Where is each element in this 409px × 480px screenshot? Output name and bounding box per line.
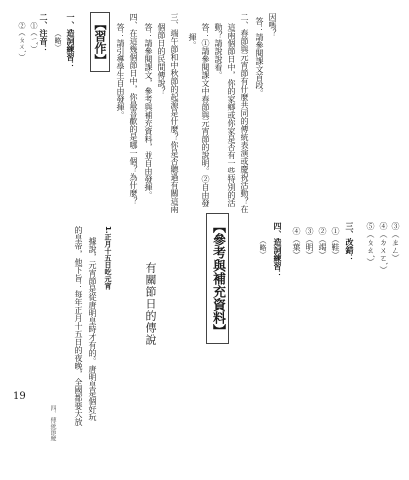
phonetic-answer-3: ③（ㄓㄥ） [391,222,400,262]
body-line-1: 據說，元宵節是從唐明皇時才有的。唐明皇是個好玩 [88,237,97,421]
practice-item-1-note: （略） [54,30,62,51]
question-2-line-2: 這兩個節日中，你的家鄉或你家是否有一些特別的活 [227,23,236,207]
practice-heading: 【習作】 [90,12,110,72]
question-4: 四、在這幾個節日中，你最喜歡的是哪一個？為什麼？ [129,13,138,205]
answer-4: 答：請引導學生自由發揮。 [116,23,125,119]
answer-1: 答：請參閱課文首段。 [255,17,264,97]
practice-item-1: 一、造詞練習： [66,13,76,69]
phonetic-answer-4: ④（ㄉㄨㄛˋ） [379,222,388,274]
correction-3: ③（明） [305,227,314,259]
practice-item-2: 二、注音： [39,13,49,53]
reference-title: 有關節日的傳說 [144,262,157,346]
question-1-ending: 因嗎？ [268,13,277,37]
subsection-1-title: 1.正月十五日吃元宵 [104,226,112,290]
phonetic-answer-1: ①（ㄧˇ） [30,22,38,53]
section-footer: 四、傳統節慶 [49,405,56,441]
body-line-2: 的皇帝，他下旨：每年正月十五日的夜晚，全國都要大放 [74,226,83,426]
correction-1: ①（鞋） [331,227,340,259]
question-2-line-3: 動？請說說看。 [214,23,223,79]
sentence-practice-note: （略） [259,237,267,258]
page-number: 19 [13,391,26,402]
answer-2-line-2: 揮。 [188,33,197,49]
correction-2: ②（竭） [318,227,327,259]
phonetic-answer-2: ②（ㄆㄨˋ） [18,22,26,61]
question-3-line-2: 個節日的民間傳說？ [157,23,166,95]
answer-3: 答：請參閱課文，參考與補充資料，並自由發揮。 [144,23,153,199]
correction-4: ④（葉） [292,227,301,259]
phonetic-answer-5: ⑤（ㄆㄠˊ） [366,222,375,266]
question-3-line-1: 三、端午節和中秋節的起源是什麼？你是否聽過有關這兩 [170,13,179,213]
question-2-line-1: 二、春節與元宵節有什麼共同的傳統表演或慶祝活動？在 [240,13,249,213]
answer-2-line-1: 答：①請參閱課文中春節與元宵節的說明。②自由發 [201,23,210,207]
sentence-practice-heading: 四、造詞練習： [273,222,283,278]
reference-heading: 【參考與補充資料】 [206,213,229,344]
correction-heading: 三、改錯： [345,222,355,262]
